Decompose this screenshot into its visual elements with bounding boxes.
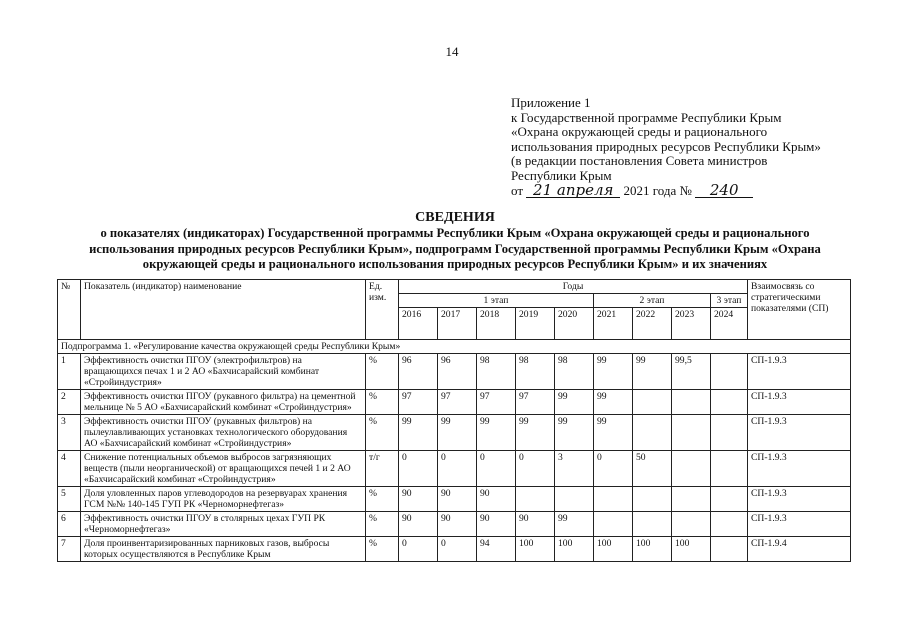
year-value-cell: 0 xyxy=(399,537,438,562)
handwritten-date: 21 апреля xyxy=(526,184,620,198)
header-years: Годы xyxy=(399,280,748,294)
table-row xyxy=(58,451,851,487)
unit-cell: % xyxy=(366,390,399,415)
year-value-cell: 99 xyxy=(399,415,438,451)
row-number: 1 xyxy=(58,354,81,390)
year-value-cell: 97 xyxy=(477,390,516,415)
appendix-line: Республики Крым xyxy=(511,167,612,183)
unit-cell: % xyxy=(366,354,399,390)
year-value-cell xyxy=(711,537,748,562)
year-value-cell xyxy=(672,512,711,537)
year-value-cell: 90 xyxy=(477,512,516,537)
year-value-cell: 90 xyxy=(438,487,477,512)
year-value-cell: 97 xyxy=(438,390,477,415)
indicator-name: Эффективность очистки ПГОУ (рукавных фильтров) на пылеулавливающих установках технологического оборудования АО «Бахчисарайский комбинат «Стройиндустрия» xyxy=(81,415,366,451)
year-value-cell xyxy=(711,390,748,415)
sp-cell: СП-1.9.3 xyxy=(748,415,851,451)
header-year: 2017 xyxy=(438,308,477,340)
year-value-cell: 94 xyxy=(477,537,516,562)
header-stage3: 3 этап xyxy=(711,294,748,308)
year-value-cell: 98 xyxy=(555,354,594,390)
sp-cell: СП-1.9.3 xyxy=(748,390,851,415)
year-value-cell: 97 xyxy=(399,390,438,415)
year-value-cell: 90 xyxy=(399,487,438,512)
table-row xyxy=(58,512,851,537)
year-value-cell xyxy=(633,512,672,537)
appendix-line: (в редакции постановления Совета министров xyxy=(511,153,768,169)
header-stage1: 1 этап xyxy=(399,294,594,308)
year-value-cell: 99 xyxy=(633,354,672,390)
year-value-cell: 100 xyxy=(633,537,672,562)
indicator-name: Доля проинвентаризированных парниковых газов, выбросы которых осуществляются в Республике Крым xyxy=(81,537,366,562)
row-number: 5 xyxy=(58,487,81,512)
year-value-cell: 99 xyxy=(594,415,633,451)
subprogram-row: Подпрограмма 1. «Регулирование качества окружающей среды Республики Крым» xyxy=(58,340,851,354)
year-value-cell: 90 xyxy=(438,512,477,537)
header-relation: Взаимосвязь со стратегическими показателями (СП) xyxy=(748,280,851,340)
year-value-cell xyxy=(633,415,672,451)
year-value-cell: 0 xyxy=(438,537,477,562)
header-unit: Ед. изм. xyxy=(366,280,399,340)
header-year: 2024 xyxy=(711,308,748,340)
row-number: 4 xyxy=(58,451,81,487)
year-value-cell: 0 xyxy=(516,451,555,487)
year-value-cell: 90 xyxy=(477,487,516,512)
sp-cell: СП-1.9.3 xyxy=(748,512,851,537)
sp-cell: СП-1.9.3 xyxy=(748,487,851,512)
header-year: 2018 xyxy=(477,308,516,340)
table-row xyxy=(58,415,851,451)
row-number: 3 xyxy=(58,415,81,451)
year-value-cell xyxy=(594,487,633,512)
year-value-cell xyxy=(711,512,748,537)
year-value-cell xyxy=(672,390,711,415)
year-value-cell: 90 xyxy=(399,512,438,537)
indicators-table xyxy=(57,279,851,562)
table-row xyxy=(58,537,851,562)
document-title: СВЕДЕНИЯ xyxy=(415,210,495,225)
year-value-cell xyxy=(711,451,748,487)
indicator-name: Эффективность очистки ПГОУ в столярных цехах ГУП РК «Черноморнефтегаз» xyxy=(81,512,366,537)
page-number: 14 xyxy=(445,44,459,59)
year-value-cell xyxy=(711,354,748,390)
year-value-cell: 99 xyxy=(594,390,633,415)
year-value-cell: 99 xyxy=(594,354,633,390)
year-value-cell: 90 xyxy=(516,512,555,537)
year-value-cell: 98 xyxy=(516,354,555,390)
year-value-cell xyxy=(555,487,594,512)
table-row xyxy=(58,487,851,512)
header-year: 2023 xyxy=(672,308,711,340)
year-value-cell: 0 xyxy=(477,451,516,487)
indicator-name: Эффективность очистки ПГОУ (рукавного фильтра) на цементной мельнице № 5 АО «Бахчисарайский комбинат «Стройиндустрия» xyxy=(81,390,366,415)
handwritten-number: 240 xyxy=(695,184,753,198)
appendix-date-line xyxy=(511,180,821,199)
appendix-line: использования природных ресурсов Республики Крым» xyxy=(511,138,821,154)
year-value-cell: 50 xyxy=(633,451,672,487)
year-value-cell: 99 xyxy=(516,415,555,451)
unit-cell: % xyxy=(366,512,399,537)
year-value-cell: 99,5 xyxy=(672,354,711,390)
year-value-cell: 99 xyxy=(555,512,594,537)
year-value-cell xyxy=(672,415,711,451)
year-text: 2021 года № xyxy=(623,182,692,198)
year-value-cell: 100 xyxy=(555,537,594,562)
indicator-name: Доля уловленных паров углеводородов на резервуарах хранения ГСМ №№ 140-145 ГУП РК «Черноморнефтегаз» xyxy=(81,487,366,512)
row-number: 7 xyxy=(58,537,81,562)
row-number: 2 xyxy=(58,390,81,415)
table-row xyxy=(58,390,851,415)
year-value-cell xyxy=(594,512,633,537)
year-value-cell: 98 xyxy=(477,354,516,390)
row-number: 6 xyxy=(58,512,81,537)
year-value-cell: 99 xyxy=(477,415,516,451)
year-value-cell: 0 xyxy=(438,451,477,487)
year-value-cell xyxy=(672,451,711,487)
sp-cell: СП-1.9.4 xyxy=(748,537,851,562)
year-value-cell: 99 xyxy=(555,415,594,451)
header-year: 2022 xyxy=(633,308,672,340)
year-value-cell xyxy=(516,487,555,512)
appendix-line: «Охрана окружающей среды и рационального xyxy=(511,124,768,140)
appendix-line: Приложение 1 xyxy=(511,95,591,110)
year-value-cell xyxy=(711,415,748,451)
appendix-line: к Государственной программе Республики Крым xyxy=(511,109,782,125)
year-value-cell: 99 xyxy=(438,415,477,451)
unit-cell: % xyxy=(366,487,399,512)
year-value-cell: 97 xyxy=(516,390,555,415)
unit-cell: % xyxy=(366,537,399,562)
header-stage2: 2 этап xyxy=(594,294,711,308)
indicator-name: Эффективность очистки ПГОУ (электрофильтров) на вращающихся печах 1 и 2 АО «Бахчисарайский комбинат «Стройиндустрия» xyxy=(81,354,366,390)
year-value-cell xyxy=(633,487,672,512)
unit-cell: % xyxy=(366,415,399,451)
year-value-cell: 99 xyxy=(555,390,594,415)
header-year: 2020 xyxy=(555,308,594,340)
header-no: № xyxy=(58,280,81,340)
unit-cell: т/г xyxy=(366,451,399,487)
table-row xyxy=(58,354,851,390)
header-indicator: Показатель (индикатор) наименование xyxy=(81,280,366,340)
year-value-cell xyxy=(672,487,711,512)
header-year: 2021 xyxy=(594,308,633,340)
year-value-cell: 0 xyxy=(594,451,633,487)
header-year: 2016 xyxy=(399,308,438,340)
year-value-cell: 100 xyxy=(516,537,555,562)
sp-cell: СП-1.9.3 xyxy=(748,451,851,487)
year-value-cell: 100 xyxy=(672,537,711,562)
year-value-cell: 0 xyxy=(399,451,438,487)
document-subtitle: о показателях (индикаторах) Государственной программы Республики Крым «Охрана окружающей среды и рационального использования природных ресурсов Республики Крым», подпрограмм Государственной программы Республики Крым «Охрана окружающей среды и рационального использования природных ресурсов Республики Крым» и их значениях xyxy=(89,226,821,272)
year-value-cell: 96 xyxy=(399,354,438,390)
year-value-cell xyxy=(711,487,748,512)
year-value-cell xyxy=(633,390,672,415)
header-year: 2019 xyxy=(516,308,555,340)
from-prefix: от xyxy=(511,182,524,198)
appendix-block xyxy=(511,96,821,198)
year-value-cell: 96 xyxy=(438,354,477,390)
sp-cell: СП-1.9.3 xyxy=(748,354,851,390)
year-value-cell: 100 xyxy=(594,537,633,562)
year-value-cell: 3 xyxy=(555,451,594,487)
indicator-name: Снижение потенциальных объемов выбросов загрязняющих веществ (пыли неорганической) от вращающихся печей 1 и 2 АО «Бахчисарайский комбинат «Стройиндустрия» xyxy=(81,451,366,487)
